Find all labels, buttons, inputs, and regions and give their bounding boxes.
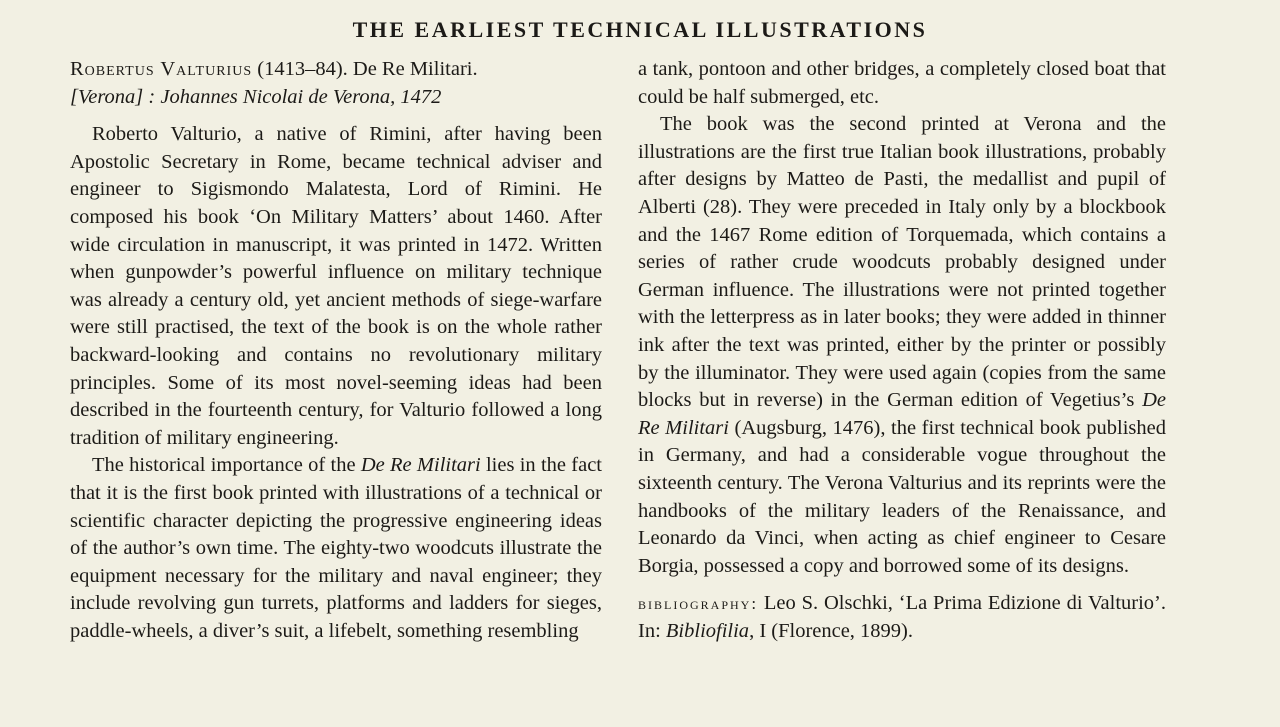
paragraph-illustrations-a: The book was the second printed at Verona and the illustrations are the first true Italian book illustrations, probably after designs by Matteo de Pasti, the medallist and pupil of Alberti (28). They were preceded in Italy only by a blockbook and the 1467 Rome edition of Torquemada, which contains a series of rather crude woodcuts probably designed under German influence. The illustrations were not printed together with the letterpress as in later books; they were added in thinner ink after the text was printed, either by the printer or possibly by the illuminator. They were used again (copies from the same blocks but in reverse) in the German edition of Vegetius’s [638,113,1166,412]
bibliographic-entry [70,56,602,111]
paragraph-importance [70,452,602,645]
paragraph-illustrations [638,111,1166,580]
entry-author: Robertus Valturius [70,58,253,80]
paragraph-importance-title: De Re Militari [360,454,481,477]
entry-imprint: [Verona] : Johannes Nicolai de Verona, 1472 [70,85,442,108]
entry-title: (1413–84). De Re Militari. [252,58,478,80]
paragraph-importance-b: lies in the fact that it is the first book printed with illustrations of a technical or scientific character depicting the progressive engineering ideas of the author’s own time. The eighty-two woodcuts illustrate the equipment necessary for the military and naval engineer; they include revolving gun turrets, platforms and ladders for sieges, paddle-wheels, a diver’s suit, a lifebelt, something resembling [70,454,602,642]
bibliography-journal: Bibliofilia [665,619,750,642]
right-column [638,56,1166,645]
paragraph-illustrations-b: (Augsburg, 1476), the first technical book published in Germany, and had a considerable vogue throughout the sixteenth century. The Verona Valturius and its reprints were the handbooks of the military leaders of the Renaissance, and Leonardo da Vinci, when acting as chief engineer to Cesare Borgia, possessed a copy and borrowed some of its designs. [638,416,1166,577]
left-column [70,56,602,645]
paragraph-intro: Roberto Valturio, a native of Rimini, after having been Apostolic Secretary in Rome, became technical adviser and engineer to Sigismondo Malatesta, Lord of Rimini. He composed his book ‘On Military Matters’ about 1460. After wide circulation in manuscript, it was printed in 1472. Written when gunpowder’s powerful influence on military technique was already a century old, yet ancient methods of siege-warfare were still practised, the text of the book is on the whole rather backward-looking and contains no revolutionary military principles. Some of its most novel-seeming ideas had been described in the fourteenth century, for Valturio followed a long tradition of military engineering. [70,123,602,449]
page-header: THE EARLIEST TECHNICAL ILLUSTRATIONS [352,17,928,42]
entry-title-line [70,56,602,84]
bibliography-a: Leo S. Olschki, ‘La Prima Edizione di Valturio’. In: [638,592,1166,642]
paragraph-importance-a: The historical importance of the [92,454,361,477]
paragraph-illustrations-title: De Re Militari [638,389,1166,439]
bibliography-b: , I (Florence, 1899). [749,619,914,642]
paragraph-continued: a tank, pontoon and other bridges, a completely closed boat that could be half submerged, etc. [638,58,1166,108]
bibliography-label: bibliography: [638,594,759,614]
bibliography [638,590,1166,645]
